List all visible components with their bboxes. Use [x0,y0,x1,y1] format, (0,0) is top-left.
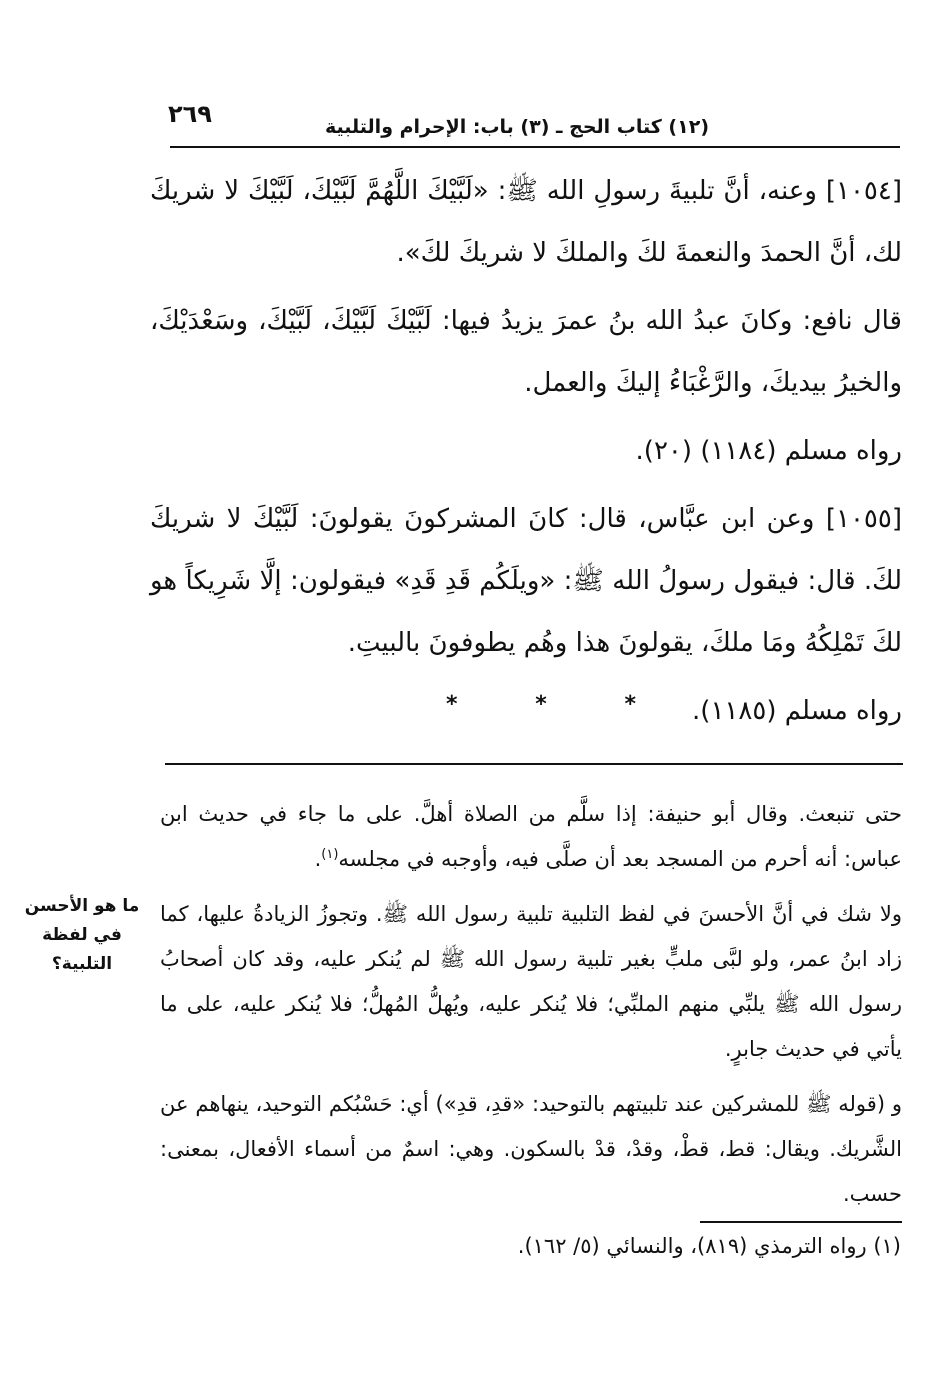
header-rule [170,146,900,148]
source-1054: رواه مسلم (١١٨٤) (٢٠). [635,436,902,466]
source-1055: رواه مسلم (١١٨٥). [692,696,902,726]
footnote-ref: (١) [321,847,339,862]
commentary-paragraph-2: ولا شك في أنَّ الأحسنَ في لفظ التلبية تلبية رسول الله ﷺ. وتجوزُ الزيادةُ عليها، كما زاد ابنُ عمر، ولو لبَّى ملبٍّ بغير تلبية رسول الله ﷺ لم يُنكر عليه، وقد كان أصحابُ رسول الله ﷺ يلبِّي منهم الملبِّي؛ فلا يُنكر عليه، ويُهلُّ المُهلُّ؛ فلا يُنكر عليه، على ما يأتي في حديث جابرٍ. [160,902,902,1061]
separator-star: * [446,692,458,717]
commentary-paragraph-3: و (قوله ﷺ للمشركين عند تلبيتهم بالتوحيد: «قدِ، قدِ») أي: حَسْبُكم التوحيد، ينهاهم عن الشَّريك. ويقال: قط، قطْ، وقدْ، قدْ بالسكون. وهي: اسمٌ من أسماء الأفعال، بمعنى: حسب. [160,1092,902,1206]
commentary-paragraph-1: حتى تنبعث. وقال أبو حنيفة: إذا سلَّم من الصلاة أهلَّ. على ما جاء في حديث ابن عباس: أنه أحرم من المسجد بعد أن صلَّى فيه، وأوجبه في مجلسه$^{(١)}$. [160,802,902,871]
hadith-1054: [١٠٥٤] وعنه، أنَّ تلبيةَ رسولِ الله ﷺ: «لَبَّيْكَ اللَّهُمَّ لَبَّيْكَ، لَبَّيْكَ لا شريكَ لك، أنَّ الحمدَ والنعمةَ لكَ والملكَ لا شريكَ لكَ». [150,176,902,268]
page-number: ٢٦٩ [168,100,212,128]
commentary [160,792,902,1217]
running-title: (١٢) كتاب الحج ـ (٣) باب: الإحرام والتلبية [325,116,709,138]
hadith-1055: [١٠٥٥] وعن ابن عبَّاس، قال: كانَ المشركونَ يقولونَ: لَبَّيْكَ لا شريكَ لكَ. قال: فيقول رسولُ الله ﷺ: «ويلَكُم قَدِ قَدِ» فيقولون: إلَّا شَرِيكاً هو لكَ تَمْلِكُهُ ومَا ملكَ، يقولونَ هذا وهُم يطوفونَ بالبيتِ. [150,504,902,658]
separator-star: * [624,692,636,717]
commentary-rule [165,763,903,765]
separator-star: * [535,692,547,717]
hadith-text [150,160,902,742]
nafi-addition: قال نافع: وكانَ عبدُ الله بنُ عمرَ يزيدُ فيها: لَبَّيْكَ لَبَّيْكَ، لَبَّيْكَ، وسَعْدَيْكَ، والخيرُ بيديكَ، والرَّغْبَاءُ إليكَ والعمل. [150,306,902,398]
margin-note: ما هو الأحسن في لفظة التلبية؟ [24,896,140,974]
footnote: (١) رواه الترمذي (٨١٩)، والنسائي (٥/ ١٦٢). [517,1234,901,1258]
footnote-rule [700,1221,902,1223]
section-separator [446,692,636,717]
